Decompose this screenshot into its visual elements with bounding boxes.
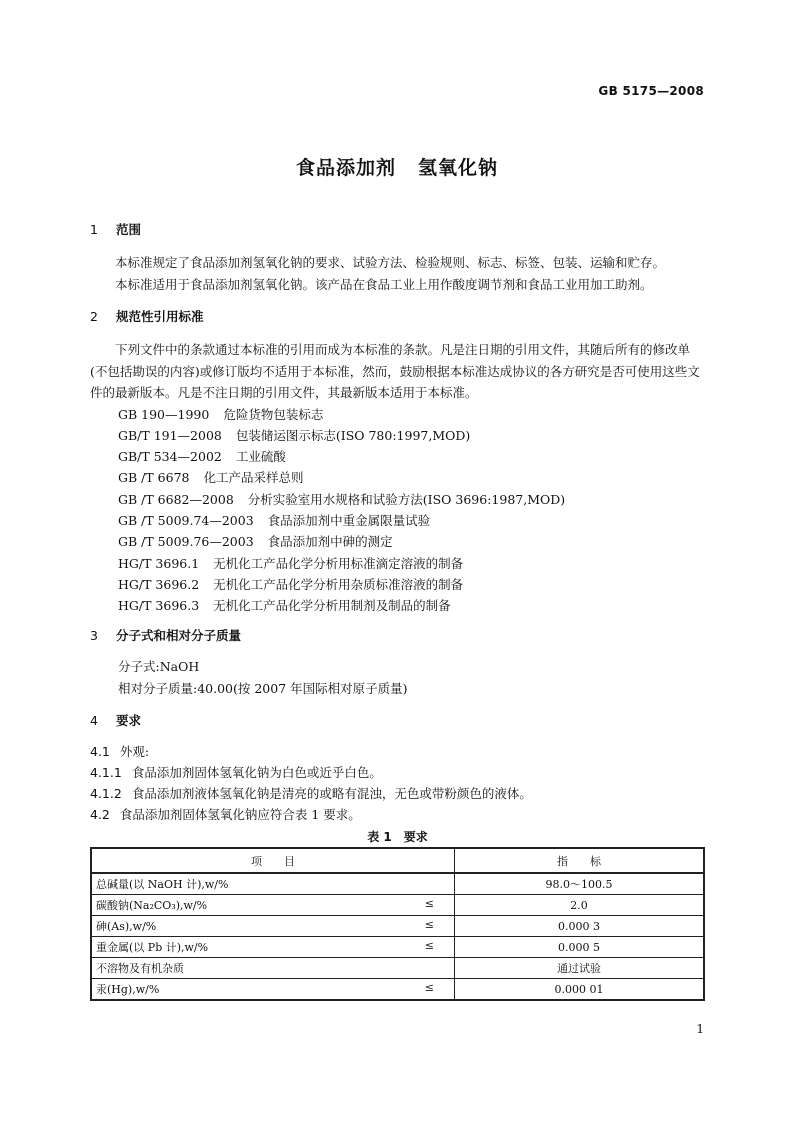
normative-reference-list	[90, 404, 705, 617]
table-row: 汞(Hg),w/% ≤ 0.000 01	[91, 979, 704, 1001]
table-row: 重金属(以 Pb 计),w/% ≤ 0.000 5	[91, 937, 704, 958]
section-3-heading: 3 分子式和相对分子质量	[90, 628, 242, 644]
clause-4-2: 4.2 食品添加剂固体氢氧化钠应符合表 1 要求。	[90, 807, 361, 823]
title-part-1: 食品添加剂	[295, 157, 396, 179]
reference-item: GB/T 191—2008 包装储运图示标志(ISO 780:1997,MOD)	[118, 427, 471, 443]
header-spec: 指 标	[455, 848, 705, 873]
molecular-formula: 分子式:NaOH	[118, 659, 200, 675]
molecular-mass: 相对分子质量:40.00(按 2007 年国际相对原子质量)	[118, 680, 408, 696]
table-row: 总碱量(以 NaOH 计),w/% 98.0～100.5	[91, 873, 704, 895]
section-2-heading: 2 规范性引用标准	[90, 309, 204, 324]
reference-item: GB 190—1990 危险货物包装标志	[118, 406, 324, 422]
reference-item: GB/T 534—2002 工业硫酸	[118, 449, 286, 465]
section-1-heading: 1 范围	[90, 222, 142, 237]
table-row: 碳酸钠(Na₂CO₃),w/% ≤ 2.0	[91, 895, 704, 916]
table-row: 砷(As),w/% ≤ 0.000 3	[91, 916, 704, 937]
reference-item: GB /T 6678 化工产品采样总则	[118, 470, 304, 486]
title-part-2: 氢氧化钠	[418, 157, 499, 179]
standard-code: GB 5175—2008	[598, 84, 704, 98]
reference-item: HG/T 3696.2 无机化工产品化学分析用杂质标准溶液的制备	[118, 576, 464, 592]
table-row: 不溶物及有机杂质 通过试验	[91, 958, 704, 979]
document-title	[0, 153, 794, 180]
clause-4-1-2: 4.1.2 食品添加剂液体氢氧化钠是清亮的或略有混浊，无色或带粉颜色的液体。	[90, 786, 532, 802]
reference-item: GB /T 5009.76—2003 食品添加剂中砷的测定	[118, 534, 393, 550]
table-header-row	[91, 848, 704, 873]
section-4-heading: 4 要求	[90, 713, 142, 729]
header-item: 项 目	[91, 848, 455, 873]
reference-item: GB /T 6682—2008 分析实验室用水规格和试验方法(ISO 3696:1987,MOD)	[118, 491, 566, 507]
reference-item: HG/T 3696.3 无机化工产品化学分析用制剂及制品的制备	[118, 598, 451, 614]
page-number: 1	[696, 1022, 704, 1036]
document-body	[90, 220, 705, 1001]
section-1-paragraph-1: 本标准规定了食品添加剂氢氧化钠的要求、试验方法、检验规则、标志、标签、包装、运输和贮存。	[115, 255, 666, 270]
section-1-paragraph-2: 本标准适用于食品添加剂氢氧化钠。该产品在食品工业上用作酸度调节剂和食品工业用加工助剂。	[115, 276, 653, 292]
reference-item: GB /T 5009.74—2003 食品添加剂中重金属限量试验	[118, 512, 431, 528]
clause-4-1-1: 4.1.1 食品添加剂固体氢氧化钠为白色或近乎白色。	[90, 765, 382, 781]
reference-item: HG/T 3696.1 无机化工产品化学分析用标准滴定溶液的制备	[118, 555, 464, 571]
table-1-caption: 表 1 要求	[367, 830, 428, 845]
section-2-intro: 下列文件中的条款通过本标准的引用而成为本标准的条款。凡是注日期的引用文件，其随后所有的修改单(不包括勘误的内容)或修订版均不适用于本标准，然而，鼓励根据本标准达成协议的各方研究是否可使用这些文件的最新版本。凡是不注日期的引用文件，其最新版本适用于本标准。	[90, 342, 700, 400]
clause-4-1: 4.1 外观:	[90, 744, 150, 760]
requirements-table	[90, 847, 705, 1001]
